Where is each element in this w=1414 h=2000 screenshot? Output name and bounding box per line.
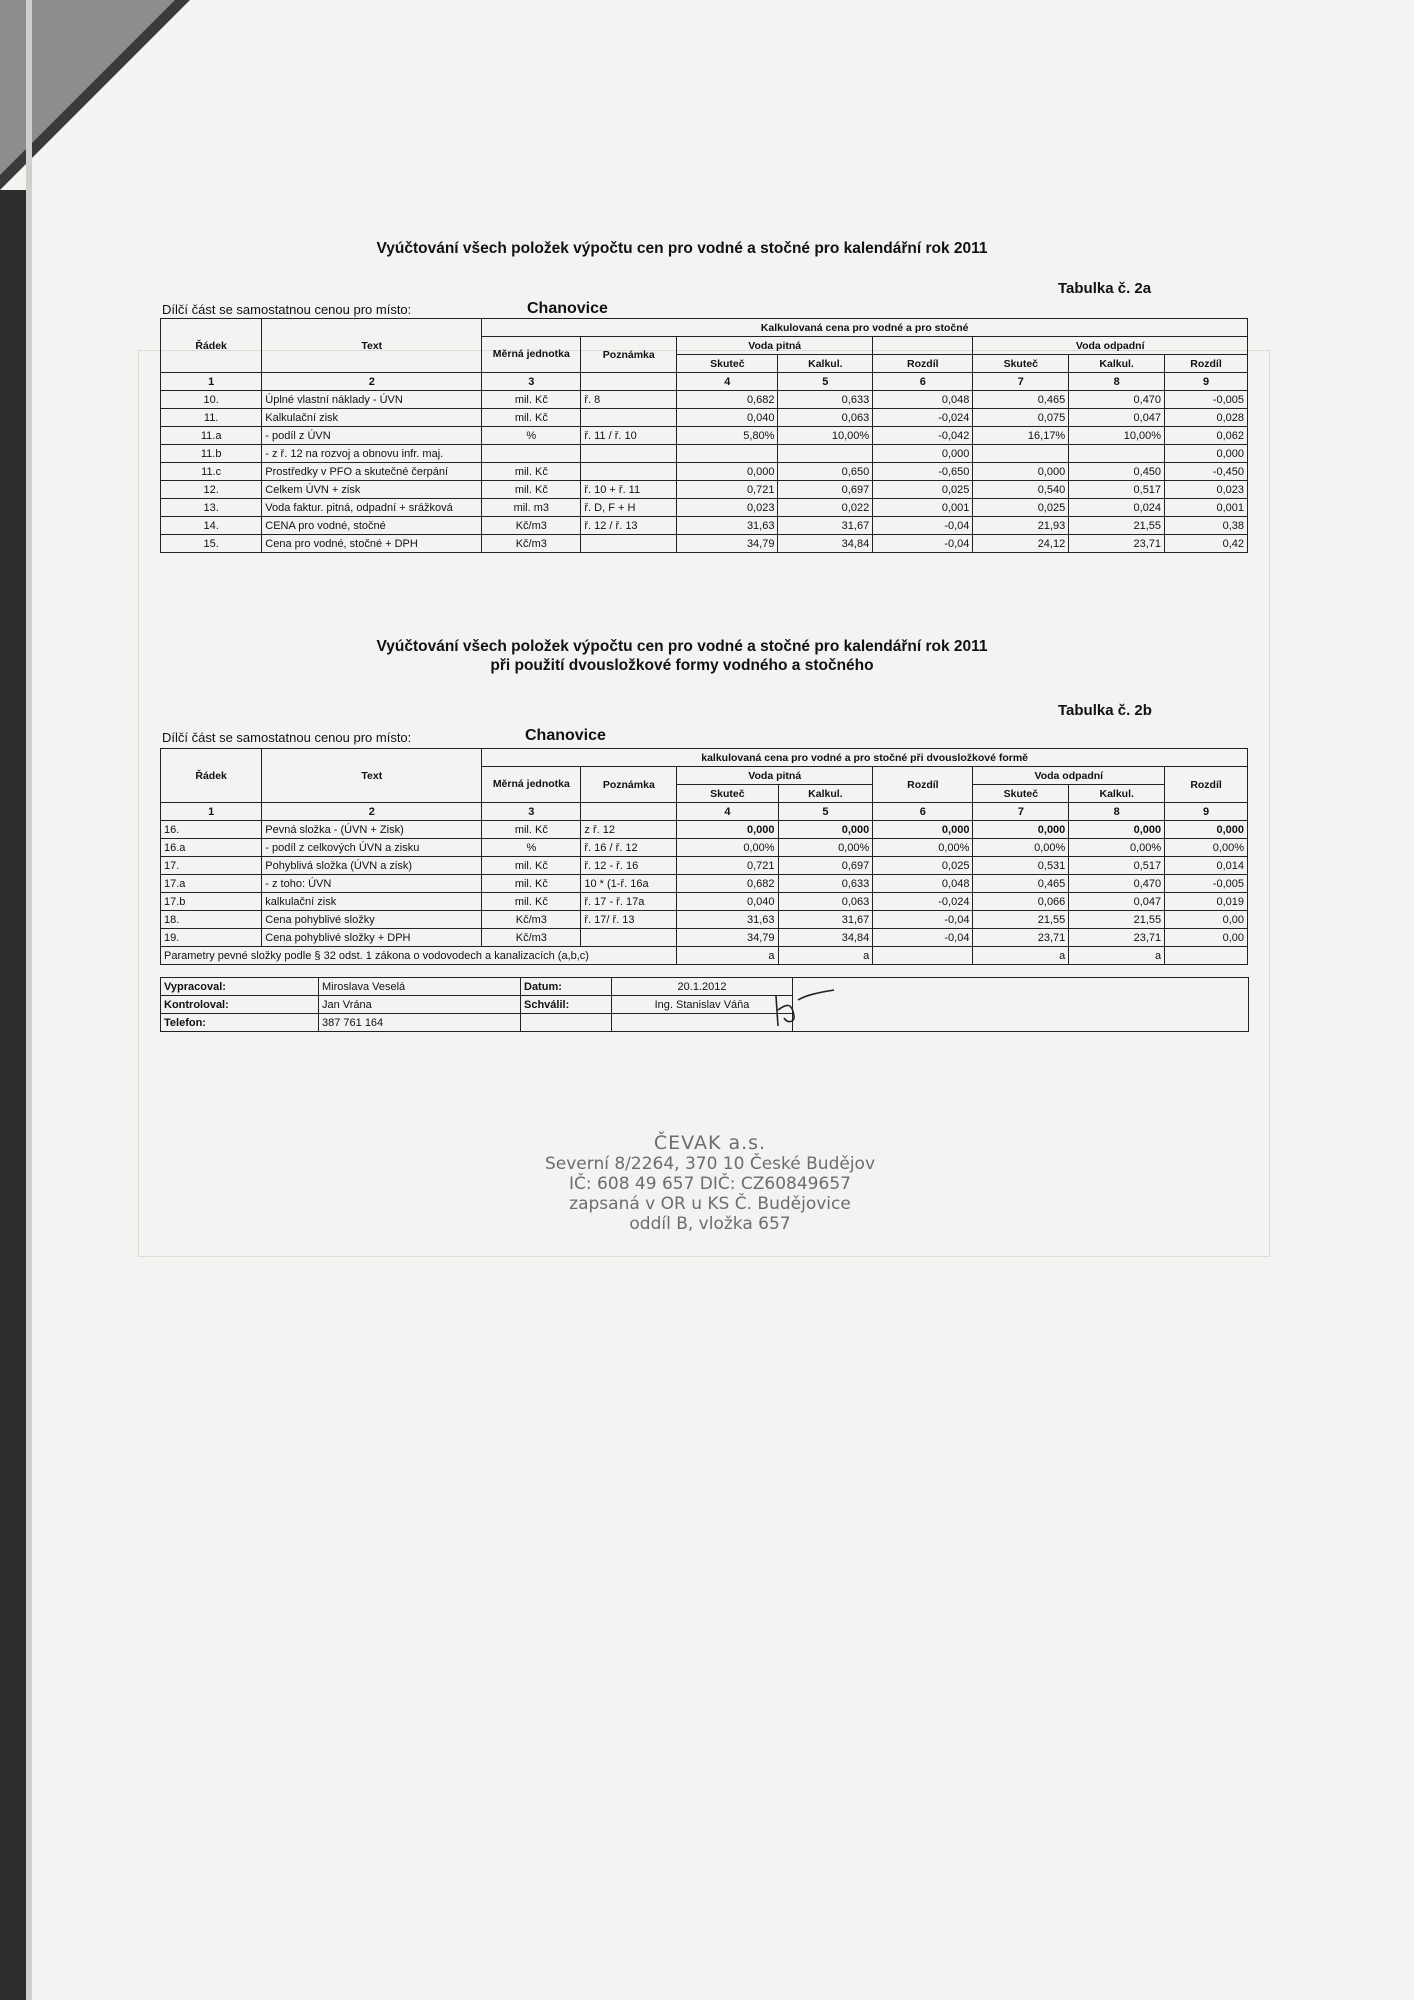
company-stamp xyxy=(500,1132,920,1234)
value-odpadni-rozdil: 0,019 xyxy=(1165,893,1248,911)
header-kalkul: Kalkul. xyxy=(1069,785,1165,803)
row-text: CENA pro vodné, stočné xyxy=(262,517,482,535)
value-pitna-kalkul: 34,84 xyxy=(778,929,873,947)
value-pitna-rozdil: -0,042 xyxy=(873,427,973,445)
value-pitna-rozdil: 0,000 xyxy=(873,445,973,463)
table-row xyxy=(161,929,1248,947)
value-pitna-skutec: 0,000 xyxy=(677,821,778,839)
value-odpadni-skutec: 0,075 xyxy=(973,409,1069,427)
row-text: Cena pohyblivé složky xyxy=(262,911,482,929)
row-note: ř. 10 + ř. 11 xyxy=(581,481,677,499)
row-number: 13. xyxy=(161,499,262,517)
value-odpadni-skutec: 0,531 xyxy=(973,857,1069,875)
row-number: 16.a xyxy=(161,839,262,857)
row-note: ř. 8 xyxy=(581,391,677,409)
value-odpadni-skutec: 0,540 xyxy=(973,481,1069,499)
row-text: Voda faktur. pitná, odpadní + srážková xyxy=(262,499,482,517)
value-pitna-rozdil: -0,04 xyxy=(873,929,973,947)
value-pitna-rozdil: 0,048 xyxy=(873,391,973,409)
value-odpadni-kalkul: 0,517 xyxy=(1069,857,1165,875)
value-pitna-skutec: 0,00% xyxy=(677,839,778,857)
param-value: a xyxy=(778,947,873,965)
header-poznamka: Poznámka xyxy=(581,767,677,803)
table-row xyxy=(161,499,1248,517)
colnum: 4 xyxy=(677,373,778,391)
value-pitna-kalkul: 0,022 xyxy=(778,499,873,517)
table-row xyxy=(161,875,1248,893)
row-text: - podíl z ÚVN xyxy=(262,427,482,445)
table-row xyxy=(161,463,1248,481)
row-number: 16. xyxy=(161,821,262,839)
value-odpadni-skutec: 0,465 xyxy=(973,391,1069,409)
value-pitna-kalkul: 10,00% xyxy=(778,427,873,445)
table-row xyxy=(161,481,1248,499)
value-pitna-kalkul: 0,00% xyxy=(778,839,873,857)
table-row xyxy=(161,517,1248,535)
value-pitna-skutec xyxy=(677,445,778,463)
value-pitna-skutec: 31,63 xyxy=(677,517,778,535)
colnum: 8 xyxy=(1069,803,1165,821)
colnum: 5 xyxy=(778,803,873,821)
datum-value: 20.1.2012 xyxy=(612,978,793,996)
value-pitna-skutec: 0,682 xyxy=(677,391,778,409)
kontroloval-label: Kontroloval: xyxy=(161,996,319,1014)
value-odpadni-rozdil: -0,005 xyxy=(1165,875,1248,893)
header-rozdil: Rozdíl xyxy=(873,767,973,803)
table-row xyxy=(161,821,1248,839)
value-odpadni-rozdil: 0,00% xyxy=(1165,839,1248,857)
row-unit: mil. Kč xyxy=(482,857,581,875)
value-pitna-rozdil: -0,04 xyxy=(873,517,973,535)
scan-left-edge xyxy=(0,190,26,2000)
row-number: 11.b xyxy=(161,445,262,463)
value-odpadni-skutec: 16,17% xyxy=(973,427,1069,445)
row-note: z ř. 12 xyxy=(581,821,677,839)
colnum: 3 xyxy=(482,803,581,821)
header-voda-odpadni: Voda odpadní xyxy=(973,767,1165,785)
header-kalkul: Kalkul. xyxy=(778,785,873,803)
colnum: 5 xyxy=(778,373,873,391)
value-pitna-rozdil: 0,048 xyxy=(873,875,973,893)
header-skutec: Skuteč xyxy=(973,355,1069,373)
table-2b-place: Chanovice xyxy=(525,727,606,744)
value-odpadni-kalkul: 0,047 xyxy=(1069,409,1165,427)
colnum: 3 xyxy=(482,373,581,391)
header-text: Text xyxy=(262,319,482,373)
row-number: 15. xyxy=(161,535,262,553)
value-pitna-skutec: 34,79 xyxy=(677,535,778,553)
colnum: 2 xyxy=(262,373,482,391)
datum-label: Datum: xyxy=(521,978,612,996)
stamp-company: ČEVAK a.s. xyxy=(653,1132,767,1154)
value-odpadni-kalkul: 0,00% xyxy=(1069,839,1165,857)
row-note: ř. 12 - ř. 16 xyxy=(581,857,677,875)
colnum: 2 xyxy=(262,803,482,821)
row-number: 17.a xyxy=(161,875,262,893)
value-odpadni-rozdil: 0,42 xyxy=(1165,535,1248,553)
row-unit: mil. Kč xyxy=(482,409,581,427)
row-unit: % xyxy=(482,427,581,445)
value-odpadni-kalkul: 21,55 xyxy=(1069,911,1165,929)
value-odpadni-kalkul: 21,55 xyxy=(1069,517,1165,535)
header-voda-pitna: Voda pitná xyxy=(677,337,873,355)
colnum: 8 xyxy=(1069,373,1165,391)
value-pitna-rozdil: -0,04 xyxy=(873,911,973,929)
value-pitna-kalkul xyxy=(778,445,873,463)
value-odpadni-skutec: 23,71 xyxy=(973,929,1069,947)
table-2b xyxy=(160,748,1248,965)
row-note xyxy=(581,463,677,481)
value-odpadni-kalkul: 0,024 xyxy=(1069,499,1165,517)
value-odpadni-rozdil: 0,000 xyxy=(1165,821,1248,839)
value-pitna-skutec: 0,040 xyxy=(677,409,778,427)
table-row xyxy=(161,893,1248,911)
value-odpadni-skutec: 0,00% xyxy=(973,839,1069,857)
table-row xyxy=(161,857,1248,875)
value-odpadni-rozdil: 0,028 xyxy=(1165,409,1248,427)
row-note xyxy=(581,409,677,427)
header-voda-odpadni: Voda odpadní xyxy=(973,337,1248,355)
schvalil-label: Schválil: xyxy=(521,996,612,1014)
row-unit: Kč/m3 xyxy=(482,911,581,929)
table-row xyxy=(161,427,1248,445)
table-2b-subtitle: při použití dvousložkové formy vodného a stočného xyxy=(490,657,874,674)
colnum: 6 xyxy=(873,373,973,391)
row-note xyxy=(581,445,677,463)
value-pitna-skutec: 0,682 xyxy=(677,875,778,893)
value-odpadni-rozdil: 0,00 xyxy=(1165,929,1248,947)
row-number: 19. xyxy=(161,929,262,947)
value-pitna-kalkul: 31,67 xyxy=(778,517,873,535)
param-value: a xyxy=(677,947,778,965)
colnum: 9 xyxy=(1165,803,1248,821)
param-value: a xyxy=(973,947,1069,965)
row-text: Úplné vlastní náklady - ÚVN xyxy=(262,391,482,409)
value-pitna-skutec: 31,63 xyxy=(677,911,778,929)
kontroloval-name: Jan Vrána xyxy=(319,996,521,1014)
vypracoval-label: Vypracoval: xyxy=(161,978,319,996)
value-pitna-rozdil: -0,650 xyxy=(873,463,973,481)
row-unit: Kč/m3 xyxy=(482,535,581,553)
table-2a-place-label: Dílčí část se samostatnou cenou pro místo: xyxy=(162,302,412,317)
row-unit: Kč/m3 xyxy=(482,929,581,947)
colnum: 7 xyxy=(973,373,1069,391)
row-text: Cena pohyblivé složky + DPH xyxy=(262,929,482,947)
value-pitna-rozdil: -0,024 xyxy=(873,893,973,911)
value-odpadni-rozdil: 0,000 xyxy=(1165,445,1248,463)
value-odpadni-rozdil: 0,38 xyxy=(1165,517,1248,535)
schvalil-name: Ing. Stanislav Váňa xyxy=(612,996,793,1014)
value-pitna-kalkul: 34,84 xyxy=(778,535,873,553)
colnum: 9 xyxy=(1165,373,1248,391)
row-text: Cena pro vodné, stočné + DPH xyxy=(262,535,482,553)
value-pitna-kalkul: 31,67 xyxy=(778,911,873,929)
row-number: 17.b xyxy=(161,893,262,911)
table-row xyxy=(161,911,1248,929)
row-text: Pevná složka - (ÚVN + Zisk) xyxy=(262,821,482,839)
header-radek: Řádek xyxy=(161,749,262,803)
colnum: 7 xyxy=(973,803,1069,821)
row-note: ř. 12 / ř. 13 xyxy=(581,517,677,535)
row-note xyxy=(581,535,677,553)
row-text: kalkulační zisk xyxy=(262,893,482,911)
value-pitna-skutec: 34,79 xyxy=(677,929,778,947)
row-note: ř. 11 / ř. 10 xyxy=(581,427,677,445)
table-row xyxy=(161,839,1248,857)
header-rozdil: Rozdíl xyxy=(873,355,973,373)
row-number: 18. xyxy=(161,911,262,929)
table-2b-place-label: Dílčí část se samostatnou cenou pro místo: xyxy=(162,730,412,745)
value-odpadni-kalkul xyxy=(1069,445,1165,463)
value-odpadni-rozdil: -0,005 xyxy=(1165,391,1248,409)
vypracoval-name: Miroslava Veselá xyxy=(319,978,521,996)
row-unit: mil. Kč xyxy=(482,821,581,839)
value-pitna-rozdil: 0,025 xyxy=(873,481,973,499)
row-number: 11. xyxy=(161,409,262,427)
row-number: 12. xyxy=(161,481,262,499)
header-skutec: Skuteč xyxy=(677,355,778,373)
table-2b-number: Tabulka č. 2b xyxy=(1058,702,1152,719)
colnum: 6 xyxy=(873,803,973,821)
row-text: - z toho: ÚVN xyxy=(262,875,482,893)
value-odpadni-skutec: 0,066 xyxy=(973,893,1069,911)
row-note: 10 * (1-ř. 16a xyxy=(581,875,677,893)
header-rozdil: Rozdíl xyxy=(1165,767,1248,803)
header-group: Kalkulovaná cena pro vodné a pro stočné xyxy=(482,319,1248,337)
value-odpadni-kalkul: 10,00% xyxy=(1069,427,1165,445)
row-unit: mil. Kč xyxy=(482,481,581,499)
table-2a-place: Chanovice xyxy=(527,300,608,317)
value-odpadni-skutec: 0,000 xyxy=(973,821,1069,839)
value-odpadni-skutec: 21,55 xyxy=(973,911,1069,929)
param-value: a xyxy=(1069,947,1165,965)
row-unit: mil. Kč xyxy=(482,893,581,911)
value-pitna-kalkul: 0,633 xyxy=(778,875,873,893)
table-2a-title: Vyúčtování všech položek výpočtu cen pro vodné a stočné pro kalendářní rok 2011 xyxy=(376,240,988,257)
value-pitna-rozdil: 0,025 xyxy=(873,857,973,875)
stamp-address: Severní 8/2264, 370 10 České Budějov xyxy=(544,1154,876,1174)
colnum: 1 xyxy=(161,373,262,391)
header-skutec: Skuteč xyxy=(973,785,1069,803)
value-pitna-kalkul: 0,633 xyxy=(778,391,873,409)
value-pitna-skutec: 0,721 xyxy=(677,481,778,499)
value-odpadni-kalkul: 0,470 xyxy=(1069,875,1165,893)
row-unit: % xyxy=(482,839,581,857)
row-unit xyxy=(482,445,581,463)
value-pitna-rozdil: -0,04 xyxy=(873,535,973,553)
row-note xyxy=(581,929,677,947)
header-voda-pitna: Voda pitná xyxy=(677,767,873,785)
value-odpadni-rozdil: 0,023 xyxy=(1165,481,1248,499)
value-odpadni-skutec: 0,465 xyxy=(973,875,1069,893)
row-text: Kalkulační zisk xyxy=(262,409,482,427)
colnum: 1 xyxy=(161,803,262,821)
header-merna-jednotka: Měrná jednotka xyxy=(482,337,581,373)
value-pitna-kalkul: 0,697 xyxy=(778,481,873,499)
value-odpadni-rozdil: -0,450 xyxy=(1165,463,1248,481)
value-pitna-kalkul: 0,063 xyxy=(778,409,873,427)
value-pitna-skutec: 0,040 xyxy=(677,893,778,911)
value-pitna-kalkul: 0,697 xyxy=(778,857,873,875)
table-2a-number: Tabulka č. 2a xyxy=(1058,280,1152,297)
value-odpadni-kalkul: 23,71 xyxy=(1069,929,1165,947)
value-odpadni-skutec: 0,025 xyxy=(973,499,1069,517)
param-text: Parametry pevné složky podle § 32 odst. 1 zákona o vodovodech a kanalizacích (a,b,c) xyxy=(161,947,677,965)
value-odpadni-kalkul: 0,000 xyxy=(1069,821,1165,839)
header-rozdil: Rozdíl xyxy=(1165,355,1248,373)
value-odpadni-kalkul: 0,517 xyxy=(1069,481,1165,499)
value-pitna-rozdil: 0,001 xyxy=(873,499,973,517)
row-note: ř. 17 - ř. 17a xyxy=(581,893,677,911)
value-pitna-kalkul: 0,063 xyxy=(778,893,873,911)
row-note: ř. 16 / ř. 12 xyxy=(581,839,677,857)
stamp-register: zapsaná v OR u KS Č. Budějovice xyxy=(569,1194,851,1214)
row-unit: mil. m3 xyxy=(482,499,581,517)
row-note: ř. 17/ ř. 13 xyxy=(581,911,677,929)
value-odpadni-kalkul: 0,450 xyxy=(1069,463,1165,481)
value-odpadni-skutec: 0,000 xyxy=(973,463,1069,481)
value-odpadni-skutec: 24,12 xyxy=(973,535,1069,553)
colnum: 4 xyxy=(677,803,778,821)
value-odpadni-kalkul: 0,470 xyxy=(1069,391,1165,409)
row-number: 10. xyxy=(161,391,262,409)
value-odpadni-skutec xyxy=(973,445,1069,463)
row-note: ř. D, F + H xyxy=(581,499,677,517)
value-pitna-skutec: 5,80% xyxy=(677,427,778,445)
table-row xyxy=(161,391,1248,409)
header-radek: Řádek xyxy=(161,319,262,373)
value-odpadni-rozdil: 0,014 xyxy=(1165,857,1248,875)
value-pitna-skutec: 0,000 xyxy=(677,463,778,481)
row-unit: Kč/m3 xyxy=(482,517,581,535)
header-merna-jednotka: Měrná jednotka xyxy=(482,767,581,803)
row-number: 17. xyxy=(161,857,262,875)
header-text: Text xyxy=(262,749,482,803)
value-odpadni-rozdil: 0,062 xyxy=(1165,427,1248,445)
row-text: Pohyblivá složka (ÚVN a zisk) xyxy=(262,857,482,875)
header-kalkul: Kalkul. xyxy=(1069,355,1165,373)
telefon-value: 387 761 164 xyxy=(319,1014,521,1032)
value-odpadni-kalkul: 23,71 xyxy=(1069,535,1165,553)
row-text: - z ř. 12 na rozvoj a obnovu infr. maj. xyxy=(262,445,482,463)
table-2a xyxy=(160,318,1248,553)
value-odpadni-skutec: 21,93 xyxy=(973,517,1069,535)
value-pitna-skutec: 0,023 xyxy=(677,499,778,517)
row-text: Celkem ÚVN + zisk xyxy=(262,481,482,499)
value-pitna-rozdil: 0,000 xyxy=(873,821,973,839)
value-pitna-skutec: 0,721 xyxy=(677,857,778,875)
value-pitna-kalkul: 0,000 xyxy=(778,821,873,839)
handwritten-signature xyxy=(768,988,838,1032)
value-pitna-rozdil: 0,00% xyxy=(873,839,973,857)
header-kalkul: Kalkul. xyxy=(778,355,873,373)
table-row xyxy=(161,445,1248,463)
header-poznamka: Poznámka xyxy=(581,337,677,373)
signature-block xyxy=(160,977,1249,1032)
header-skutec: Skuteč xyxy=(677,785,778,803)
stamp-section: oddíl B, vložka 657 xyxy=(629,1214,791,1234)
table-row xyxy=(161,409,1248,427)
row-text: Prostředky v PFO a skutečné čerpání xyxy=(262,463,482,481)
value-pitna-rozdil: -0,024 xyxy=(873,409,973,427)
row-unit: mil. Kč xyxy=(482,391,581,409)
table-row xyxy=(161,535,1248,553)
value-odpadni-rozdil: 0,001 xyxy=(1165,499,1248,517)
row-number: 14. xyxy=(161,517,262,535)
row-number: 11.a xyxy=(161,427,262,445)
scan-edge-shadow xyxy=(26,0,32,2000)
value-pitna-kalkul: 0,650 xyxy=(778,463,873,481)
stamp-ids: IČ: 608 49 657 DIČ: CZ60849657 xyxy=(569,1174,851,1194)
value-odpadni-rozdil: 0,00 xyxy=(1165,911,1248,929)
row-unit: mil. Kč xyxy=(482,875,581,893)
table-2b-title: Vyúčtování všech položek výpočtu cen pro vodné a stočné pro kalendářní rok 2011 xyxy=(376,638,988,655)
row-text: - podíl z celkových ÚVN a zisku xyxy=(262,839,482,857)
value-odpadni-kalkul: 0,047 xyxy=(1069,893,1165,911)
telefon-label: Telefon: xyxy=(161,1014,319,1032)
row-unit: mil. Kč xyxy=(482,463,581,481)
header-group: kalkulovaná cena pro vodné a pro stočné při dvousložkové formě xyxy=(482,749,1248,767)
row-number: 11.c xyxy=(161,463,262,481)
